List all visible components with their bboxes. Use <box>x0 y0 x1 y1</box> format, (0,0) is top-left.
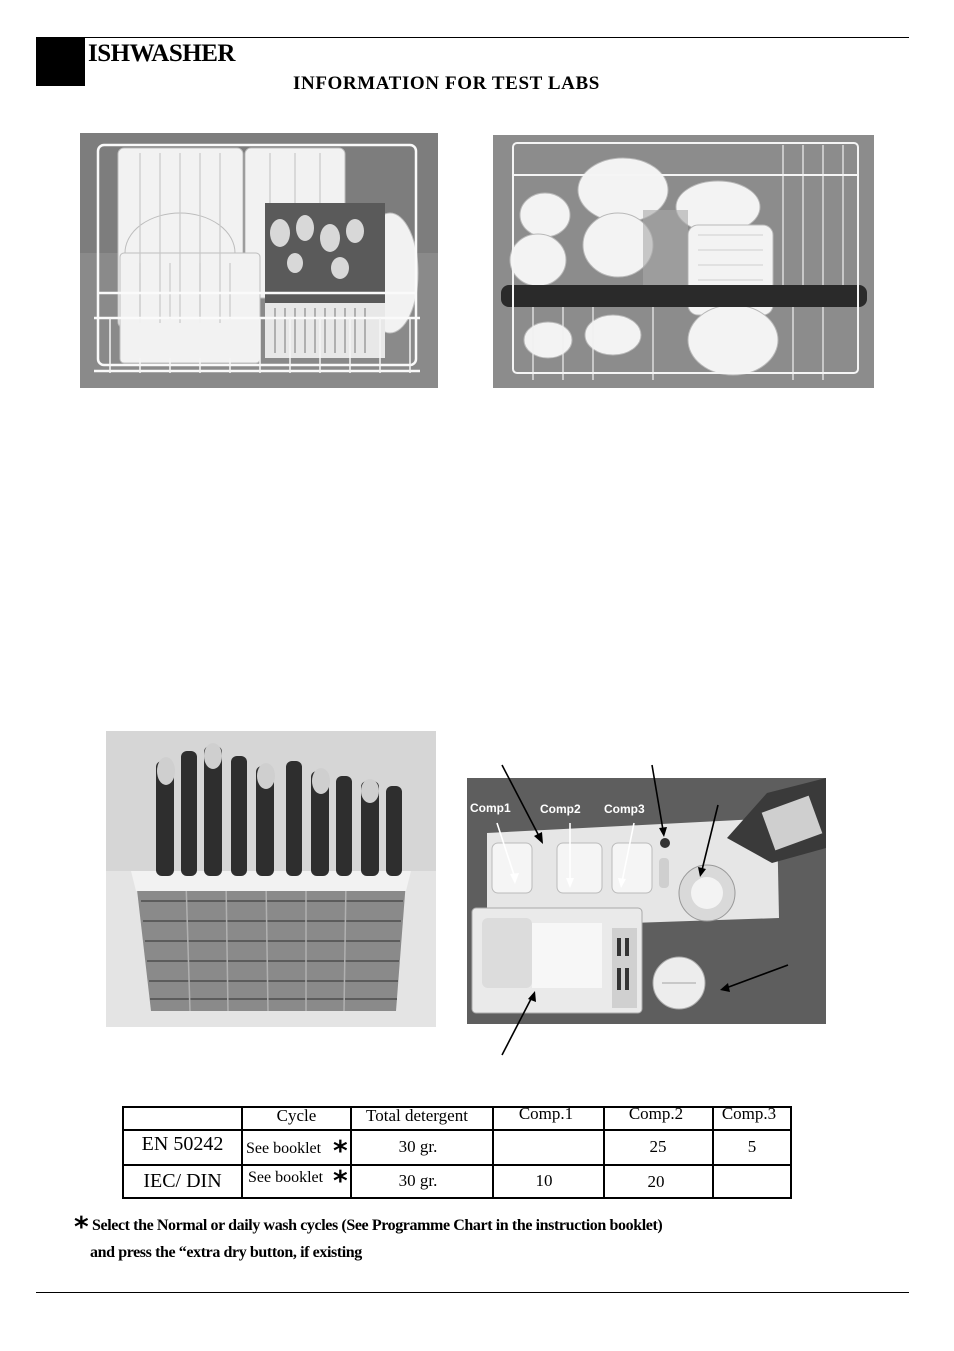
row1-standard: EN 50242 <box>141 1133 224 1155</box>
cutlery-basket-photo <box>106 731 436 1027</box>
header-total-detergent: Total detergent <box>366 1106 468 1125</box>
comp2-label: Comp2 <box>540 802 581 816</box>
footnote-line2: and press the “extra dry button, if existing <box>90 1244 362 1261</box>
comp1-label: Comp1 <box>470 801 511 815</box>
row2-cycle: See booklet <box>248 1169 324 1186</box>
header-block <box>36 38 85 86</box>
callout-arrows <box>460 760 800 1060</box>
row1-cycle: See booklet <box>246 1140 322 1157</box>
row1-comp3: 5 <box>747 1137 757 1156</box>
comp3-label: Comp3 <box>604 802 645 816</box>
bottom-rule <box>36 1292 909 1293</box>
footnote-asterisk: * <box>74 1210 89 1243</box>
page-title: ISHWASHER <box>88 40 235 67</box>
row2-standard: IEC/ DIN <box>143 1170 222 1192</box>
row1-asterisk: * <box>333 1134 348 1167</box>
row2-asterisk: * <box>333 1164 348 1197</box>
row2-comp2: 20 <box>647 1172 665 1191</box>
top-rule <box>36 37 909 38</box>
header-comp2: Comp.2 <box>628 1104 684 1123</box>
row2-comp1: 10 <box>535 1171 553 1190</box>
row1-comp2: 25 <box>649 1137 667 1156</box>
upper-basket-photo <box>493 135 874 388</box>
footnote-line1: Select the Normal or daily wash cycles (See Programme Chart in the instruction booklet) <box>92 1217 663 1234</box>
row1-total: 30 gr. <box>398 1137 438 1156</box>
header-cycle: Cycle <box>276 1106 317 1125</box>
row2-total: 30 gr. <box>398 1171 438 1190</box>
page-subtitle: INFORMATION FOR TEST LABS <box>293 73 600 94</box>
lower-basket-photo <box>80 133 438 388</box>
header-comp1: Comp.1 <box>518 1104 574 1123</box>
header-comp3: Comp.3 <box>721 1104 777 1123</box>
